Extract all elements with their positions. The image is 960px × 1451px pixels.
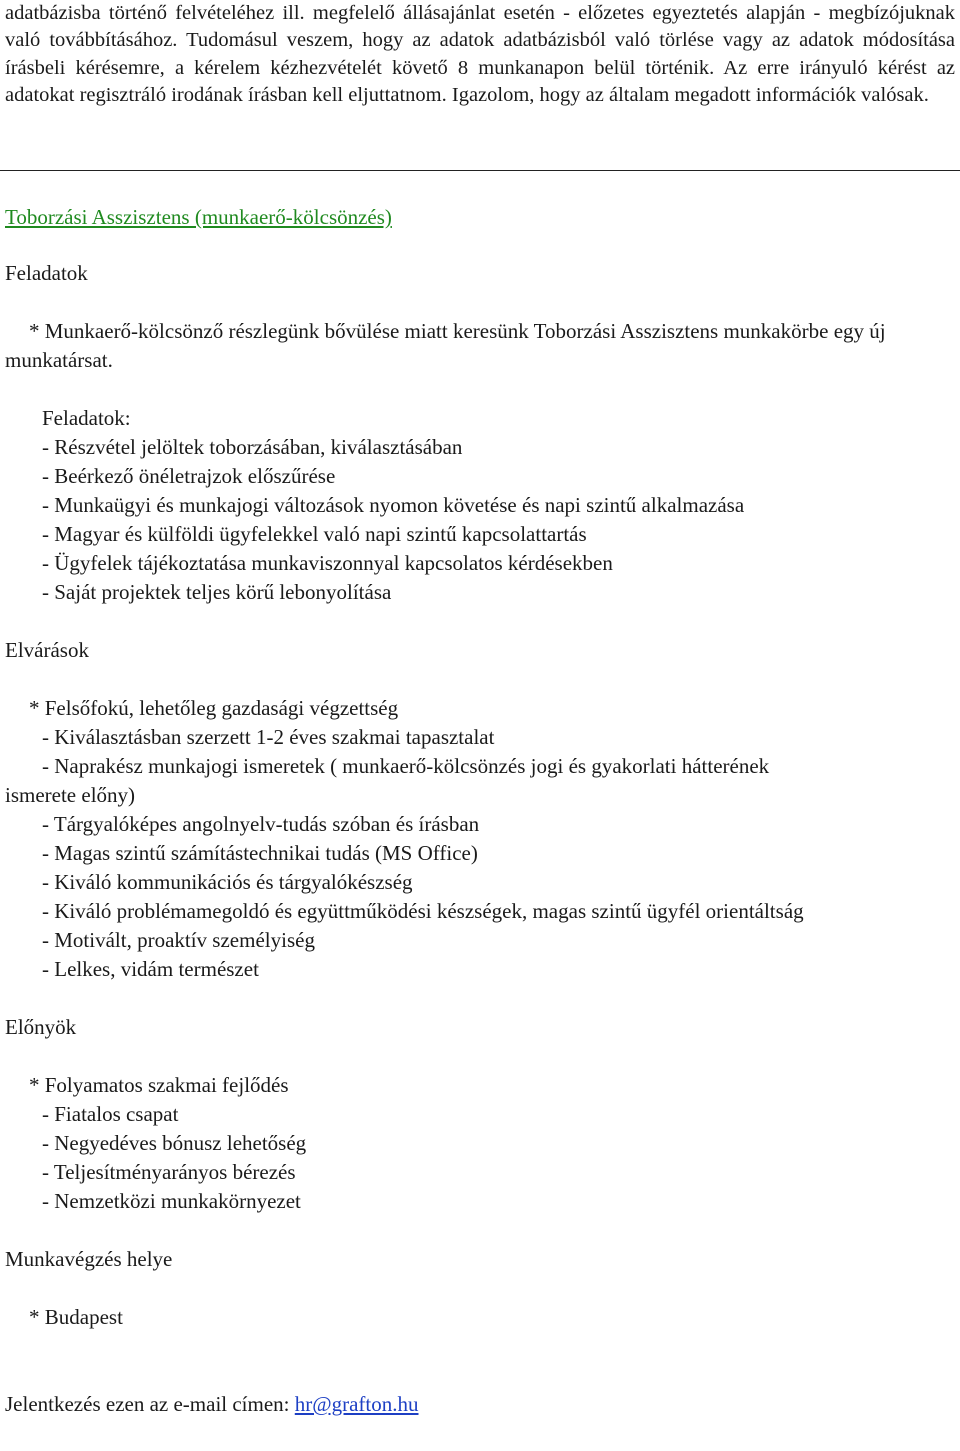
list-item: - Beérkező önéletrajzok előszűrése: [42, 464, 336, 488]
list-item: - Kiváló problémamegoldó és együttműködési készségek, magas szintű ügyfél orientáltság: [42, 899, 804, 923]
feladatok-subheading: Feladatok:: [42, 406, 131, 430]
intro-line: törlése vagy az adatok módosítása írásbeli kérésemre, a kérelem kézhezvételét követő 8: [5, 29, 956, 79]
list-item: - Tárgyalóképes angolnyelv-tudás szóban és írásban: [42, 812, 480, 836]
section-heading-elonyok: Előnyök: [5, 1015, 77, 1039]
horizontal-divider: [0, 170, 960, 171]
intro-line: kell eljuttatnom. Igazolom, hogy az általam megadott információk valósak.: [312, 83, 929, 106]
email-link[interactable]: hr@grafton.hu: [294, 1392, 419, 1416]
list-item: - Kiválasztásban szerzett 1-2 éves szakmai tapasztalat: [42, 725, 495, 749]
list-item: - Részvétel jelöltek toborzásában, kiválasztásában: [42, 435, 463, 459]
section-heading-feladatok: Feladatok: [5, 261, 88, 285]
location-item: * Budapest: [29, 1305, 123, 1329]
list-item: - Lelkes, vidám természet: [42, 957, 259, 981]
intro-line: munkanapon belül történik. Az erre irányuló kérést az adatokat regisztráló irodának írásban: [5, 56, 956, 106]
list-item: - Ügyfelek tájékoztatása munkaviszonnyal kapcsolatos kérdésekben: [42, 551, 613, 575]
intro-line: adatbázisba történő felvételéhez ill. megfelelő állásajánlat esetén - előzetes egyeztetés alapján: [5, 2, 806, 24]
list-item: * Folyamatos szakmai fejlődés: [29, 1073, 289, 1097]
list-item: - Teljesítményarányos bérezés: [42, 1160, 296, 1184]
section-heading-elvarasok: Elvárások: [5, 638, 89, 662]
list-item: - Negyedéves bónusz lehetőség: [42, 1131, 307, 1155]
list-item: - Saját projektek teljes körű lebonyolítása: [42, 580, 392, 604]
intro-paragraph: [5, 0, 955, 109]
intro-line: - megbízójuknak való továbbításához. Tudomásul veszem, hogy az adatok adatbázisból való: [5, 2, 956, 52]
list-item: - Munkaügyi és munkajogi változások nyomon követése és napi szintű alkalmazása: [42, 493, 745, 517]
list-item: - Magyar és külföldi ügyfelekkel való napi szintű kapcsolattartás: [42, 522, 587, 546]
list-item: - Fiatalos csapat: [42, 1102, 179, 1126]
list-item: - Motivált, proaktív személyiség: [42, 928, 315, 952]
feladatok-intro: * Munkaerő-kölcsönző részlegünk bővülése miatt keresünk Toborzási Asszisztens munkakörbe egy új munkatársat.: [5, 319, 886, 372]
job-title: Toborzási Asszisztens (munkaerő-kölcsönzés): [5, 205, 392, 229]
list-item: * Felsőfokú, lehetőleg gazdasági végzettség: [29, 696, 399, 720]
list-item: - Magas szintű számítástechnikai tudás (MS Office): [42, 841, 478, 865]
contact-line: [5, 1390, 419, 1419]
list-item: - Naprakész munkajogi ismeretek ( munkaerő-kölcsönzés jogi és gyakorlati hátterének: [42, 754, 770, 778]
list-item: - Kiváló kommunikációs és tárgyalókészség: [42, 870, 413, 894]
list-item: - Nemzetközi munkakörnyezet: [42, 1189, 301, 1213]
list-item-continuation: ismerete előny): [5, 783, 136, 807]
contact-label: Jelentkezés ezen az e-mail címen:: [5, 1392, 290, 1416]
section-heading-munkavegzes-helye: Munkavégzés helye: [5, 1247, 173, 1271]
